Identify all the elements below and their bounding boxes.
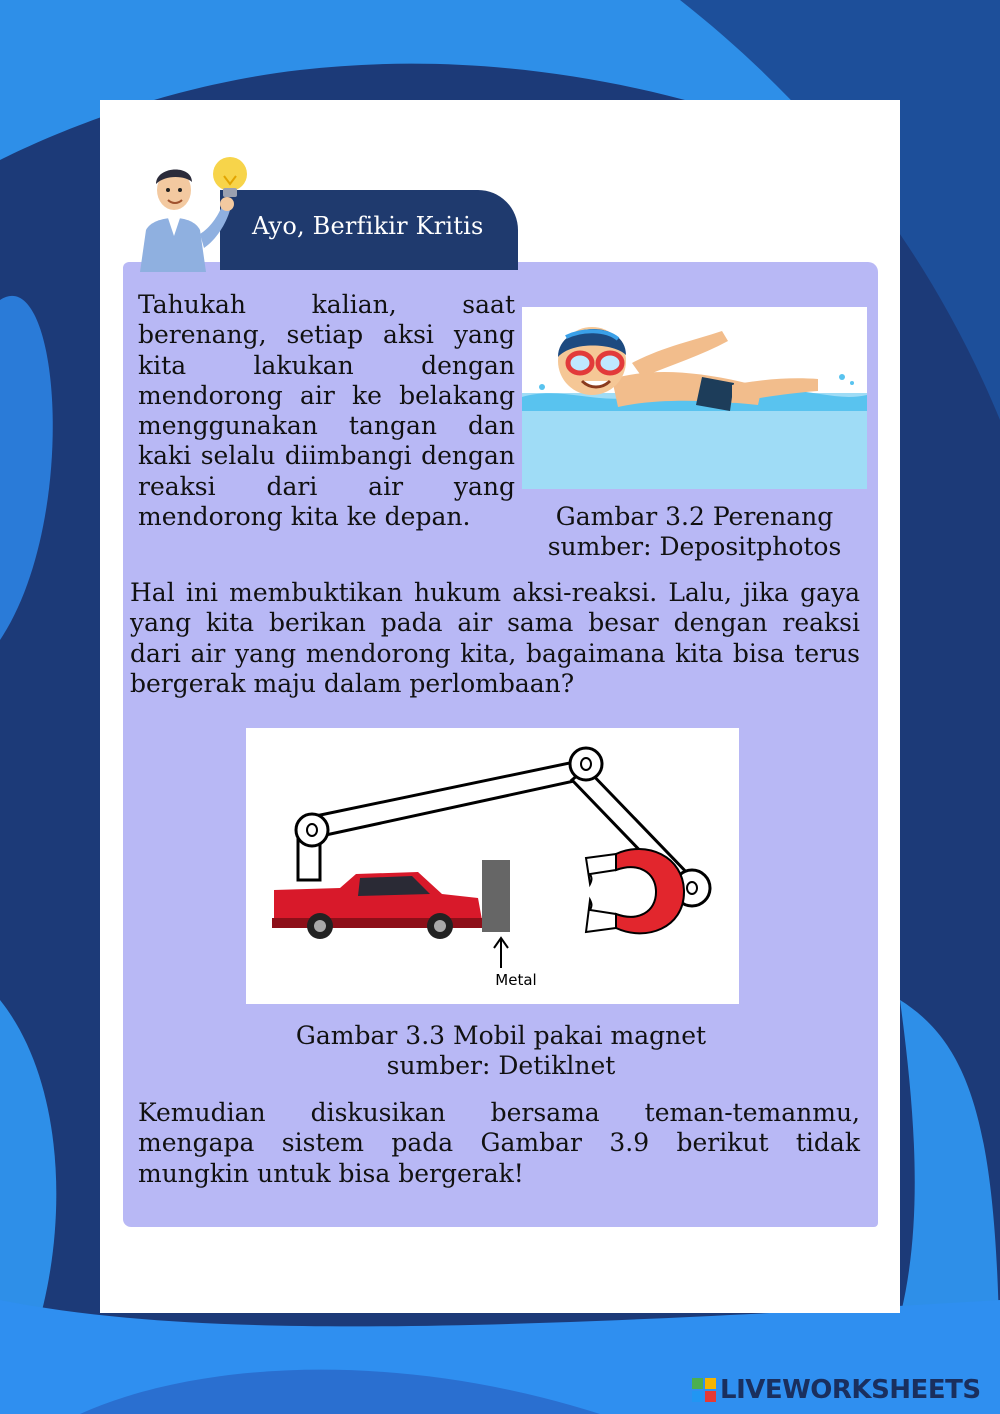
swimmer-illustration bbox=[522, 307, 867, 489]
brand-name: LIVEWORKSHEETS bbox=[720, 1375, 981, 1405]
swimmer-caption-title: Gambar 3.2 Perenang bbox=[555, 502, 834, 531]
page-title: Ayo, Berfikir Kritis bbox=[252, 212, 484, 240]
car-magnet-diagram bbox=[246, 728, 739, 1004]
discussion-paragraph: Kemudian diskusikan bersama teman-temanmu, mengapa sistem pada Gambar 3.9 berikut tidak mungkin untuk bisa bergerak! bbox=[138, 1098, 860, 1188]
intro-paragraph: Tahukah kalian, saat berenang, setiap aksi yang kita lakukan dengan mendorong air ke belakang menggunakan tangan dan kaki selalu diimbangi dengan reaksi dari air yang mendorong kita ke depan. bbox=[138, 290, 515, 532]
question-paragraph: Hal ini membuktikan hukum aksi-reaksi. Lalu, jika gaya yang kita berikan pada air sama besar dengan reaksi dari air yang mendorong kita, bagaimana kita bisa terus bergerak maju dalam perlombaan? bbox=[130, 578, 860, 698]
swimmer-image bbox=[522, 307, 867, 489]
car-caption-source: sumber: Detiklnet bbox=[386, 1051, 616, 1080]
metal-label: Metal bbox=[495, 971, 537, 989]
liveworksheets-logo-icon bbox=[692, 1378, 716, 1402]
car-caption-title: Gambar 3.3 Mobil pakai magnet bbox=[295, 1021, 707, 1050]
swimmer-caption-source: sumber: Depositphotos bbox=[547, 532, 842, 561]
liveworksheets-brand bbox=[692, 1374, 981, 1406]
car-magnet-image bbox=[246, 728, 739, 1004]
teacher-lightbulb-icon bbox=[130, 150, 260, 272]
